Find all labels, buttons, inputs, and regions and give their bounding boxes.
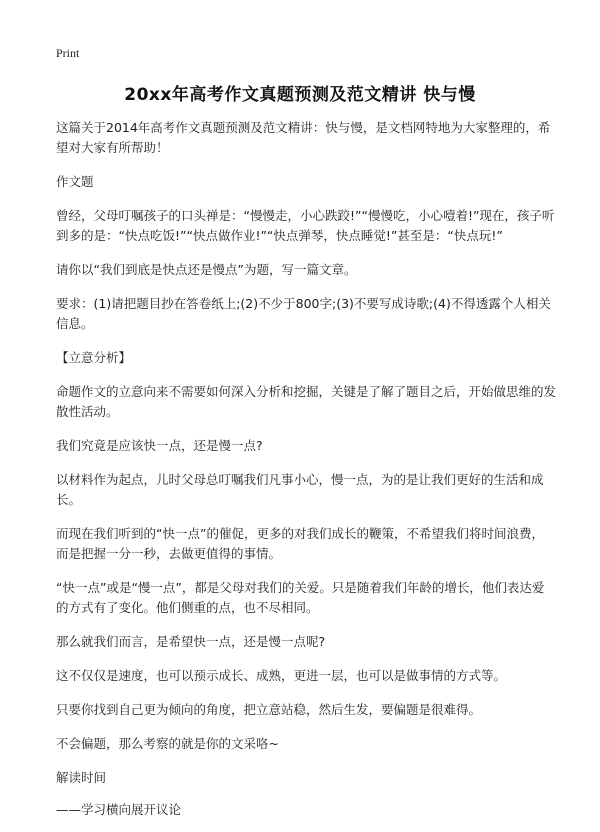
requirements-paragraph: 要求：(1)请把题目抄在答卷纸上;(2)不少于800字;(3)不要写成诗歌;(4)不得透露个人相关信息。 [56, 296, 551, 331]
section-heading-analysis: 【立意分析】 [56, 350, 132, 365]
section-heading-interpretation: 解读时间 [56, 770, 107, 785]
topic-paragraph: 曾经，父母叮嘱孩子的口头禅是：“慢慢走，小心跌跤!”“慢慢吃，小心噎着!”现在，孩子听到多的是：“快点吃饭!”“快点做作业!”“快点弹琴，快点睡觉!”甚至是：“快点玩!” [56, 208, 555, 243]
article-body [56, 118, 556, 832]
analysis-paragraph-4: 而现在我们听到的“快一点”的催促，更多的对我们成长的鞭策，不希望我们将时间浪费，而是把握一分一秒，去做更值得的事情。 [56, 526, 544, 561]
intro-paragraph: 这篇关于2014年高考作文真题预测及范文精讲：快与慢，是文档网特地为大家整理的，希望对大家有所帮助！ [56, 120, 551, 155]
prompt-paragraph: 请你以“我们到底是快点还是慢点”为题，写一篇文章。 [56, 262, 357, 277]
analysis-paragraph-7: 这不仅仅是速度，也可以预示成长、成熟，更进一层，也可以是做事情的方式等。 [56, 668, 507, 683]
section-heading-essay-topic: 作文题 [56, 174, 94, 189]
analysis-paragraph-3: 以材料作为起点，儿时父母总叮嘱我们凡事小心，慢一点，为的是让我们更好的生活和成长。 [56, 472, 544, 507]
subheading-horizontal-argument: ——学习横向展开议论 [56, 802, 182, 817]
analysis-paragraph-5: “快一点”或是“慢一点”，都是父母对我们的关爱。只是随着我们年龄的增长，他们表达爱的方式有了变化。他们侧重的点，也不尽相同。 [56, 580, 545, 615]
analysis-paragraph-2: 我们究竟是应该快一点，还是慢一点? [56, 438, 263, 453]
analysis-paragraph-8: 只要你找到自己更为倾向的角度，把立意站稳，然后生发，要偏题是很难得。 [56, 702, 482, 717]
analysis-paragraph-6: 那么就我们而言，是希望快一点，还是慢一点呢? [56, 634, 326, 649]
page-title: 20xx年高考作文真题预测及范文精讲 快与慢 [124, 85, 476, 105]
analysis-paragraph-9: 不会偏题，那么考察的就是你的文采咯~ [56, 736, 279, 751]
analysis-paragraph-1: 命题作文的立意向来不需要如何深入分析和挖掘，关键是了解了题目之后，开始做思维的发散性活动。 [56, 384, 557, 419]
print-label: Print [56, 46, 80, 60]
